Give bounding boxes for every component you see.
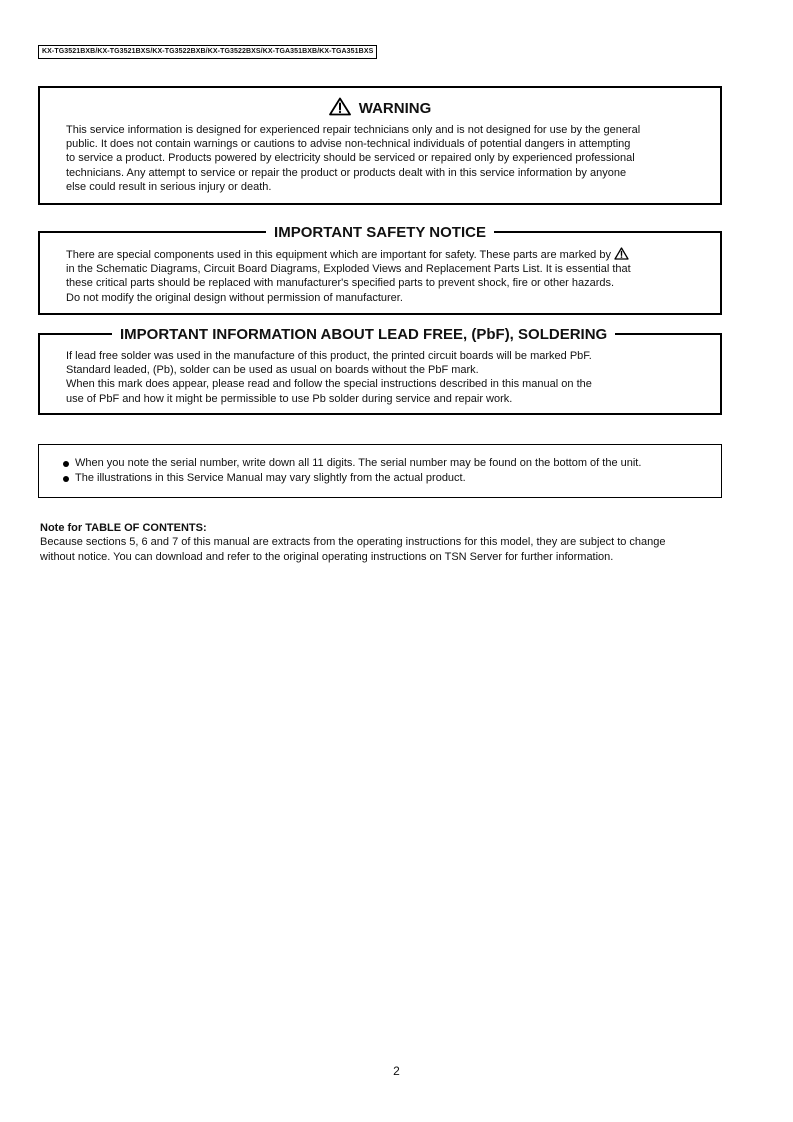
heading-rule (494, 231, 720, 233)
heading-rule (40, 231, 266, 233)
lead-free-line: If lead free solder was used in the manufacture of this product, the printed circuit boards will be marked PbF. (66, 350, 592, 362)
safety-line (66, 247, 696, 262)
warning-line: This service information is designed for experienced repair technicians only and is not designed for use by the general (66, 124, 641, 136)
warning-title: WARNING (358, 100, 432, 117)
warning-line: else could result in serious injury or death. (66, 180, 272, 193)
safety-line: in the Schematic Diagrams, Circuit Board Diagrams, Exploded Views and Replacement Parts List. It is essential that (66, 263, 631, 276)
heading-rule (615, 333, 720, 335)
lead-free-title: IMPORTANT INFORMATION ABOUT LEAD FREE, (PbF), SOLDERING (120, 325, 608, 343)
lead-free-box (38, 325, 722, 415)
warning-line: to service a product. Products powered by electricity should be serviced or repaired only by experienced professional (66, 152, 635, 165)
warning-triangle-icon (329, 97, 351, 116)
notes-list (63, 456, 701, 486)
model-number-tag: KX-TG3521BXB/KX-TG3521BXS/KX-TG3522BXB/KX-TG3522BXS/KX-TGA351BXB/KX-TGA351BXS (38, 45, 377, 59)
safety-notice-box (38, 223, 722, 315)
warning-box (38, 86, 722, 205)
toc-note (40, 521, 740, 564)
lead-free-line: use of PbF and how it might be permissible to use Pb solder during service and repair work. (66, 392, 513, 405)
notes-box (38, 444, 722, 498)
toc-note-line: Because sections 5, 6 and 7 of this manual are extracts from the operating instructions for this model, they are subject to change (40, 536, 666, 548)
warning-triangle-icon (614, 247, 629, 260)
safety-notice-title: IMPORTANT SAFETY NOTICE (274, 223, 486, 241)
note-text: The illustrations in this Service Manual may vary slightly from the actual product. (75, 472, 466, 484)
safety-line: these critical parts should be replaced with manufacturer's specified parts to prevent shock, fire or other hazards. (66, 277, 615, 290)
toc-note-line: without notice. You can download and refer to the original operating instructions on TSN Server for further information. (40, 550, 614, 563)
lead-free-line: When this mark does appear, please read and follow the special instructions described in this manual on the (66, 378, 592, 391)
heading-rule (40, 333, 112, 335)
warning-line: technicians. Any attempt to service or repair the product or products dealt with in this service information by anyone (66, 166, 627, 179)
list-item (63, 471, 701, 486)
bullet-icon (63, 461, 69, 467)
lead-free-text (66, 349, 696, 406)
warning-line: public. It does not contain warnings or cautions to advise non-technical individuals of potential dangers in attempting (66, 138, 631, 151)
note-text: When you note the serial number, write down all 11 digits. The serial number may be found on the bottom of the unit. (75, 457, 642, 469)
safety-line-text: There are special components used in this equipment which are important for safety. These parts are marked by (66, 249, 611, 261)
warning-heading (40, 97, 720, 118)
bullet-icon (63, 476, 69, 482)
lead-free-line: Standard leaded, (Pb), solder can be used as usual on boards without the PbF mark. (66, 364, 479, 377)
safety-line: Do not modify the original design without permission of manufacturer. (66, 291, 403, 304)
lead-free-heading (40, 324, 720, 344)
safety-notice-text (66, 247, 696, 305)
page-number: 2 (393, 1064, 400, 1078)
safety-notice-heading (40, 222, 720, 242)
list-item (63, 456, 701, 471)
warning-text (66, 123, 696, 194)
toc-note-heading: Note for TABLE OF CONTENTS: (40, 522, 207, 534)
